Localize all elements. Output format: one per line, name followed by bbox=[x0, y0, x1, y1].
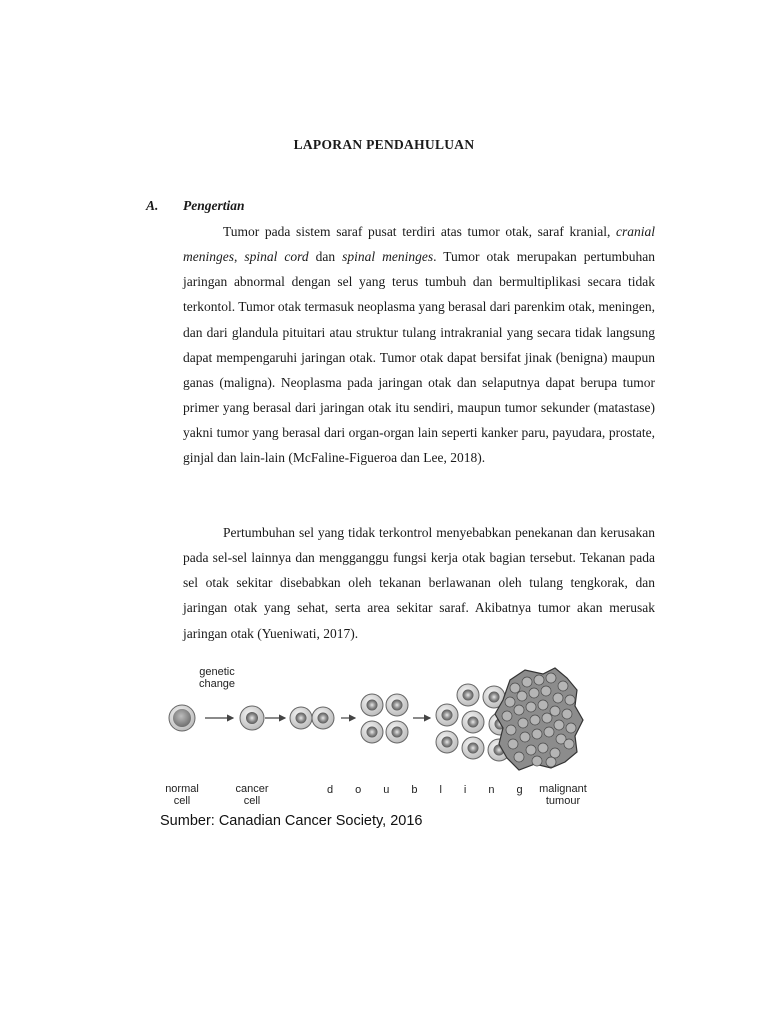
cancer-cell-icon bbox=[240, 706, 264, 730]
two-cells-icon bbox=[290, 707, 334, 729]
cancer-cell-label: cancer cell bbox=[235, 783, 269, 807]
page-title: LAPORAN PENDAHULUAN bbox=[293, 137, 475, 152]
term-spinal-meninges: spinal meninges bbox=[342, 249, 434, 265]
figure-source: Sumber: Canadian Cancer Society, 2016 bbox=[160, 813, 423, 829]
doubling-label: doubling bbox=[327, 784, 545, 796]
normal-cell-label: normal cell bbox=[165, 783, 199, 807]
paragraph-2: Pertumbuhan sel yang tidak terkontrol menyebabkan penekanan dan kerusakan pada sel-sel lainnya dan mengganggu fungsi kerja otak bagian tersebut. Tekanan pada sel otak sekitar disebabkan oleh tekanan berlawanan oleh tulang tengkorak, dan jaringan otak yang sehat, serta area sekitar saraf. Akibatnya tumor akan merusak jaringan otak (Yueniwati, 2017). bbox=[183, 525, 655, 641]
four-cells-icon bbox=[361, 694, 408, 743]
term-cranial-meninges: cranial meninges bbox=[183, 224, 656, 265]
paragraph-1 bbox=[183, 219, 655, 471]
malignant-tumour-label: malignant tumour bbox=[539, 783, 587, 807]
p1-text-b: , bbox=[234, 249, 245, 265]
p1-text-d: . Tumor otak merupakan pertumbuhan jaringan abnormal dengan sel yang terus tumbuh dan bermultiplikasi secara tidak terkontol. Tumor otak termasuk neoplasma yang berasal dari parenkim otak, meningen, dan dari glandula pituitari atau struktur tulang intrakranial yang secara tidak langsung dapat mempengaruhi jaringan otak. Tumor otak dapat bersifat jinak (benigna) maupun ganas (maligna). Neoplasma pada jaringan otak dan selaputnya dapat berupa tumor primer yang berasal dari jaringan otak itu sendiri, maupun tumor sekunder (matastase) yakni tumor yang berasal dari organ-organ lain seperti kanker paru, payudara, prostate, ginjal dan lain-lain (McFaline-Figueroa dan Lee, 2018). bbox=[183, 249, 656, 466]
malignant-tumour-icon bbox=[495, 668, 583, 770]
p1-text-a: Tumor pada sistem saraf pusat terdiri atas tumor otak, saraf kranial, bbox=[223, 224, 611, 239]
normal-cell-icon bbox=[169, 705, 195, 731]
term-spinal-cord: spinal cord bbox=[244, 249, 309, 265]
section-letter: A. bbox=[146, 198, 159, 213]
p1-text-c: dan bbox=[308, 249, 343, 265]
section-title: Pengertian bbox=[183, 198, 245, 213]
genetic-change-label: genetic change bbox=[198, 666, 236, 690]
